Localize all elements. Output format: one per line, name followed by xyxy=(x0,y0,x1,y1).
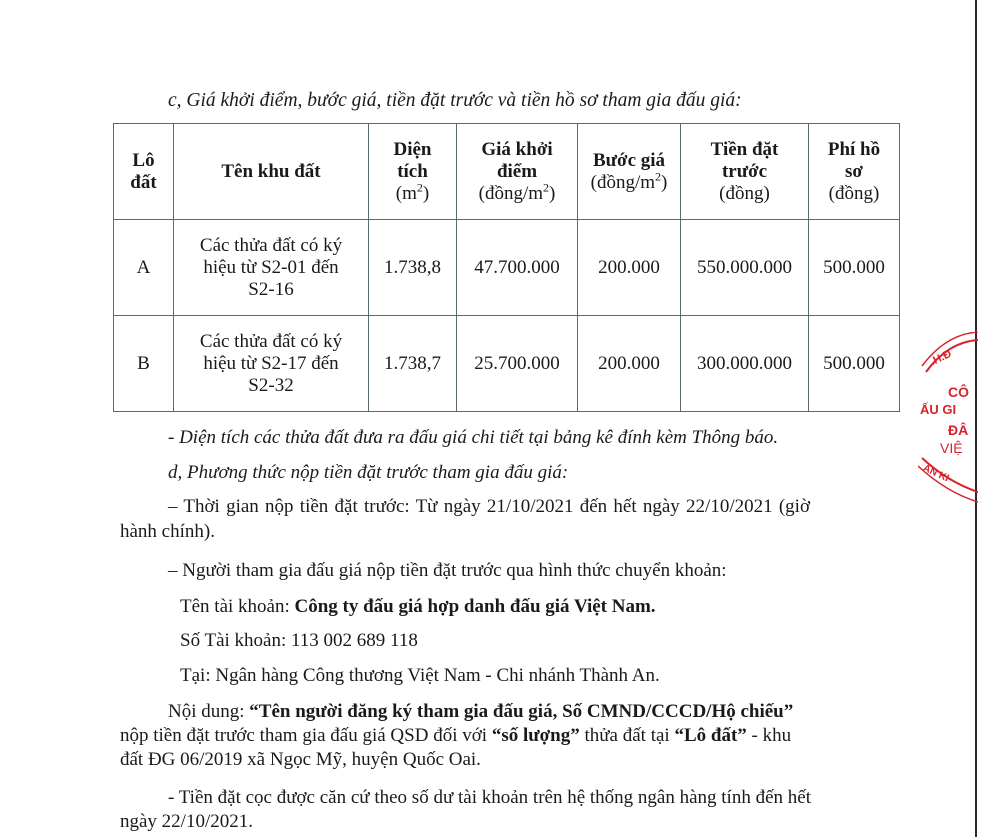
deposit-basis-line-2: ngày 22/10/2021. xyxy=(120,811,253,832)
content-label: Nội dung: xyxy=(168,701,250,722)
transfer-content-line-3: đất ĐG 06/2019 xã Ngọc Mỹ, huyện Quốc Oai. xyxy=(120,749,481,770)
table-row xyxy=(114,220,900,316)
auction-price-table xyxy=(113,123,900,412)
cell-land-name: Các thửa đất có ký hiệu từ S2-17 đến S2-32 xyxy=(174,316,369,412)
transfer-content-line-2: nộp tiền đặt trước tham gia đấu giá QSD đối với “số lượng” thửa đất tại “Lô đất” - khu xyxy=(120,725,792,746)
transfer-method: – Người tham gia đấu giá nộp tiền đặt trước qua hình thức chuyển khoản: xyxy=(168,560,727,581)
header-land-name: Tên khu đất xyxy=(174,124,369,220)
area-note: - Diện tích các thửa đất đưa ra đấu giá chi tiết tại bảng kê đính kèm Thông báo. xyxy=(168,427,779,448)
header-price-step-unit: $(đồng/m^2)$ xyxy=(590,169,668,193)
cell-area: 1.738,8 xyxy=(369,220,457,316)
header-area: Diện tích $(m^2)$ xyxy=(369,124,457,220)
cell-deposit: 550.000.000 xyxy=(681,220,809,316)
header-start-price: Giá khởi điểm $(đồng/m^2)$ xyxy=(457,124,578,220)
cell-fee: 500.000 xyxy=(809,220,900,316)
cell-price-step: 200.000 xyxy=(578,316,681,412)
header-area-unit: $(m^2)$ xyxy=(395,180,430,204)
table-header-row xyxy=(114,124,900,220)
cell-start-price: 25.700.000 xyxy=(457,316,578,412)
cell-price-step: 200.000 xyxy=(578,220,681,316)
account-name-value: Công ty đấu giá hợp danh đấu giá Việt Nam. xyxy=(294,596,656,617)
cell-fee: 500.000 xyxy=(809,316,900,412)
content-quantity: “số lượng” xyxy=(491,725,580,746)
header-lot: Lô đất xyxy=(114,124,174,220)
section-d-heading: d, Phương thức nộp tiền đặt trước tham gia đấu giá: xyxy=(168,462,569,483)
cell-area: 1.738,7 xyxy=(369,316,457,412)
deposit-time-line-2: hành chính). xyxy=(120,521,215,542)
cell-lot: A xyxy=(114,220,174,316)
deposit-basis-line-1: - Tiền đặt cọc được căn cứ theo số dư tài khoản trên hệ thống ngân hàng tính đến hết xyxy=(168,787,811,808)
header-start-price-unit: $(đồng/m^2)$ xyxy=(478,180,556,204)
cell-lot: B xyxy=(114,316,174,412)
bank-branch: Tại: Ngân hàng Công thương Việt Nam - Chi nhánh Thành An. xyxy=(180,665,660,686)
account-name-label: Tên tài khoản: xyxy=(180,596,295,617)
cell-land-name: Các thửa đất có ký hiệu từ S2-01 đến S2-16 xyxy=(174,220,369,316)
account-number: Số Tài khoản: 113 002 689 118 xyxy=(180,630,418,651)
company-seal-stamp: .H.Đ CÔ ẤU GI ĐÂ VIỆ ẢN KI xyxy=(918,332,978,507)
account-name xyxy=(180,596,656,618)
deposit-time-line-1: – Thời gian nộp tiền đặt trước: Từ ngày 21/10/2021 đến hết ngày 22/10/2021 (giờ xyxy=(168,496,811,517)
content-lot: “Lô đất” xyxy=(674,725,747,746)
header-fee-unit: (đồng) xyxy=(828,182,880,204)
transfer-content-line-1 xyxy=(168,701,793,723)
table-row xyxy=(114,316,900,412)
section-c-heading: c, Giá khởi điểm, bước giá, tiền đặt trước và tiền hồ sơ tham gia đấu giá: xyxy=(168,90,742,111)
header-deposit: Tiền đặt trước (đồng) xyxy=(681,124,809,220)
cell-deposit: 300.000.000 xyxy=(681,316,809,412)
header-deposit-unit: (đồng) xyxy=(719,182,770,204)
header-price-step: Bước giá $(đồng/m^2)$ xyxy=(578,124,681,220)
cell-start-price: 47.700.000 xyxy=(457,220,578,316)
header-fee: Phí hồ sơ (đồng) xyxy=(809,124,900,220)
content-format: “Tên người đăng ký tham gia đấu giá, Số CMND/CCCD/Hộ chiếu” xyxy=(249,701,794,722)
